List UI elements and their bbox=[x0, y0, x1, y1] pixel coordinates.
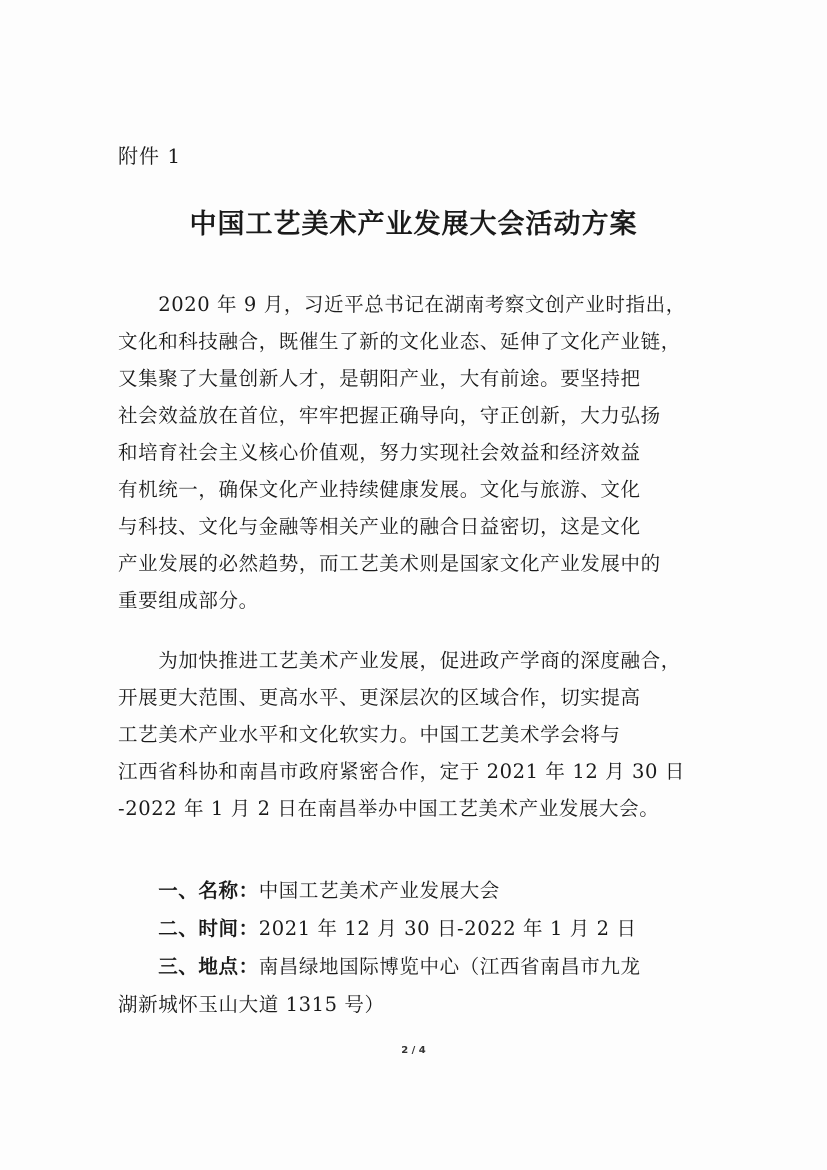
event-place-row-continued bbox=[118, 986, 708, 1024]
paragraph-line: 和培育社会主义核心价值观，努力实现社会效益和经济效益 bbox=[118, 441, 641, 464]
event-time-value: 2021 年 12 月 30 日-2022 年 1 月 2 日 bbox=[258, 917, 637, 940]
document-title: 中国工艺美术产业发展大会活动方案 bbox=[189, 209, 638, 240]
paragraph-line: 与科技、文化与金融等相关产业的融合日益密切，这是文化 bbox=[118, 515, 641, 538]
paragraph-line: 江西省科协和南昌市政府紧密合作，定于 2021 年 12 月 30 日 bbox=[118, 760, 685, 783]
event-place-value-continued: 湖新城怀玉山大道 1315 号） bbox=[118, 993, 385, 1016]
event-time-label: 二、时间： bbox=[118, 917, 259, 940]
event-time-row bbox=[118, 910, 708, 948]
paragraph-line: 2020 年 9 月，习近平总书记在湖南考察文创产业时指出， bbox=[118, 293, 686, 316]
paragraph-line: 开展更大范围、更高水平、更深层次的区域合作，切实提高 bbox=[118, 686, 641, 709]
paragraph-line: 又集聚了大量创新人才，是朝阳产业，大有前途。要坚持把 bbox=[118, 367, 641, 390]
paragraph-line: 为加快推进工艺美术产业发展，促进政产学商的深度融合， bbox=[118, 649, 681, 672]
event-place-label: 三、地点： bbox=[118, 955, 259, 978]
event-place-value: 南昌绿地国际博览中心（江西省南昌市九龙 bbox=[258, 955, 641, 978]
paragraph-line: 产业发展的必然趋势，而工艺美术则是国家文化产业发展中的 bbox=[118, 552, 661, 575]
paragraph-line: -2022 年 1 月 2 日在南昌举办中国工艺美术产业发展大会。 bbox=[118, 797, 660, 820]
event-name-row bbox=[118, 872, 708, 910]
attachment-label: 附件 1 bbox=[118, 144, 182, 168]
paragraph-line: 有机统一，确保文化产业持续健康发展。文化与旅游、文化 bbox=[118, 478, 641, 501]
body-paragraph-2 bbox=[118, 642, 698, 827]
page-number: 2 / 4 bbox=[401, 1045, 426, 1056]
paragraph-line: 文化和科技融合，既催生了新的文化业态、延伸了文化产业链， bbox=[118, 330, 681, 353]
paragraph-line: 工艺美术产业水平和文化软实力。中国工艺美术学会将与 bbox=[118, 723, 621, 746]
event-name-value: 中国工艺美术产业发展大会 bbox=[258, 879, 500, 902]
paragraph-line: 重要组成部分。 bbox=[118, 589, 259, 612]
event-name-label: 一、名称： bbox=[118, 879, 259, 902]
paragraph-line: 社会效益放在首位，牢牢把握正确导向，守正创新，大力弘扬 bbox=[118, 404, 661, 427]
body-paragraph-1 bbox=[118, 286, 698, 619]
event-details bbox=[118, 872, 708, 1024]
event-place-row bbox=[118, 948, 708, 986]
